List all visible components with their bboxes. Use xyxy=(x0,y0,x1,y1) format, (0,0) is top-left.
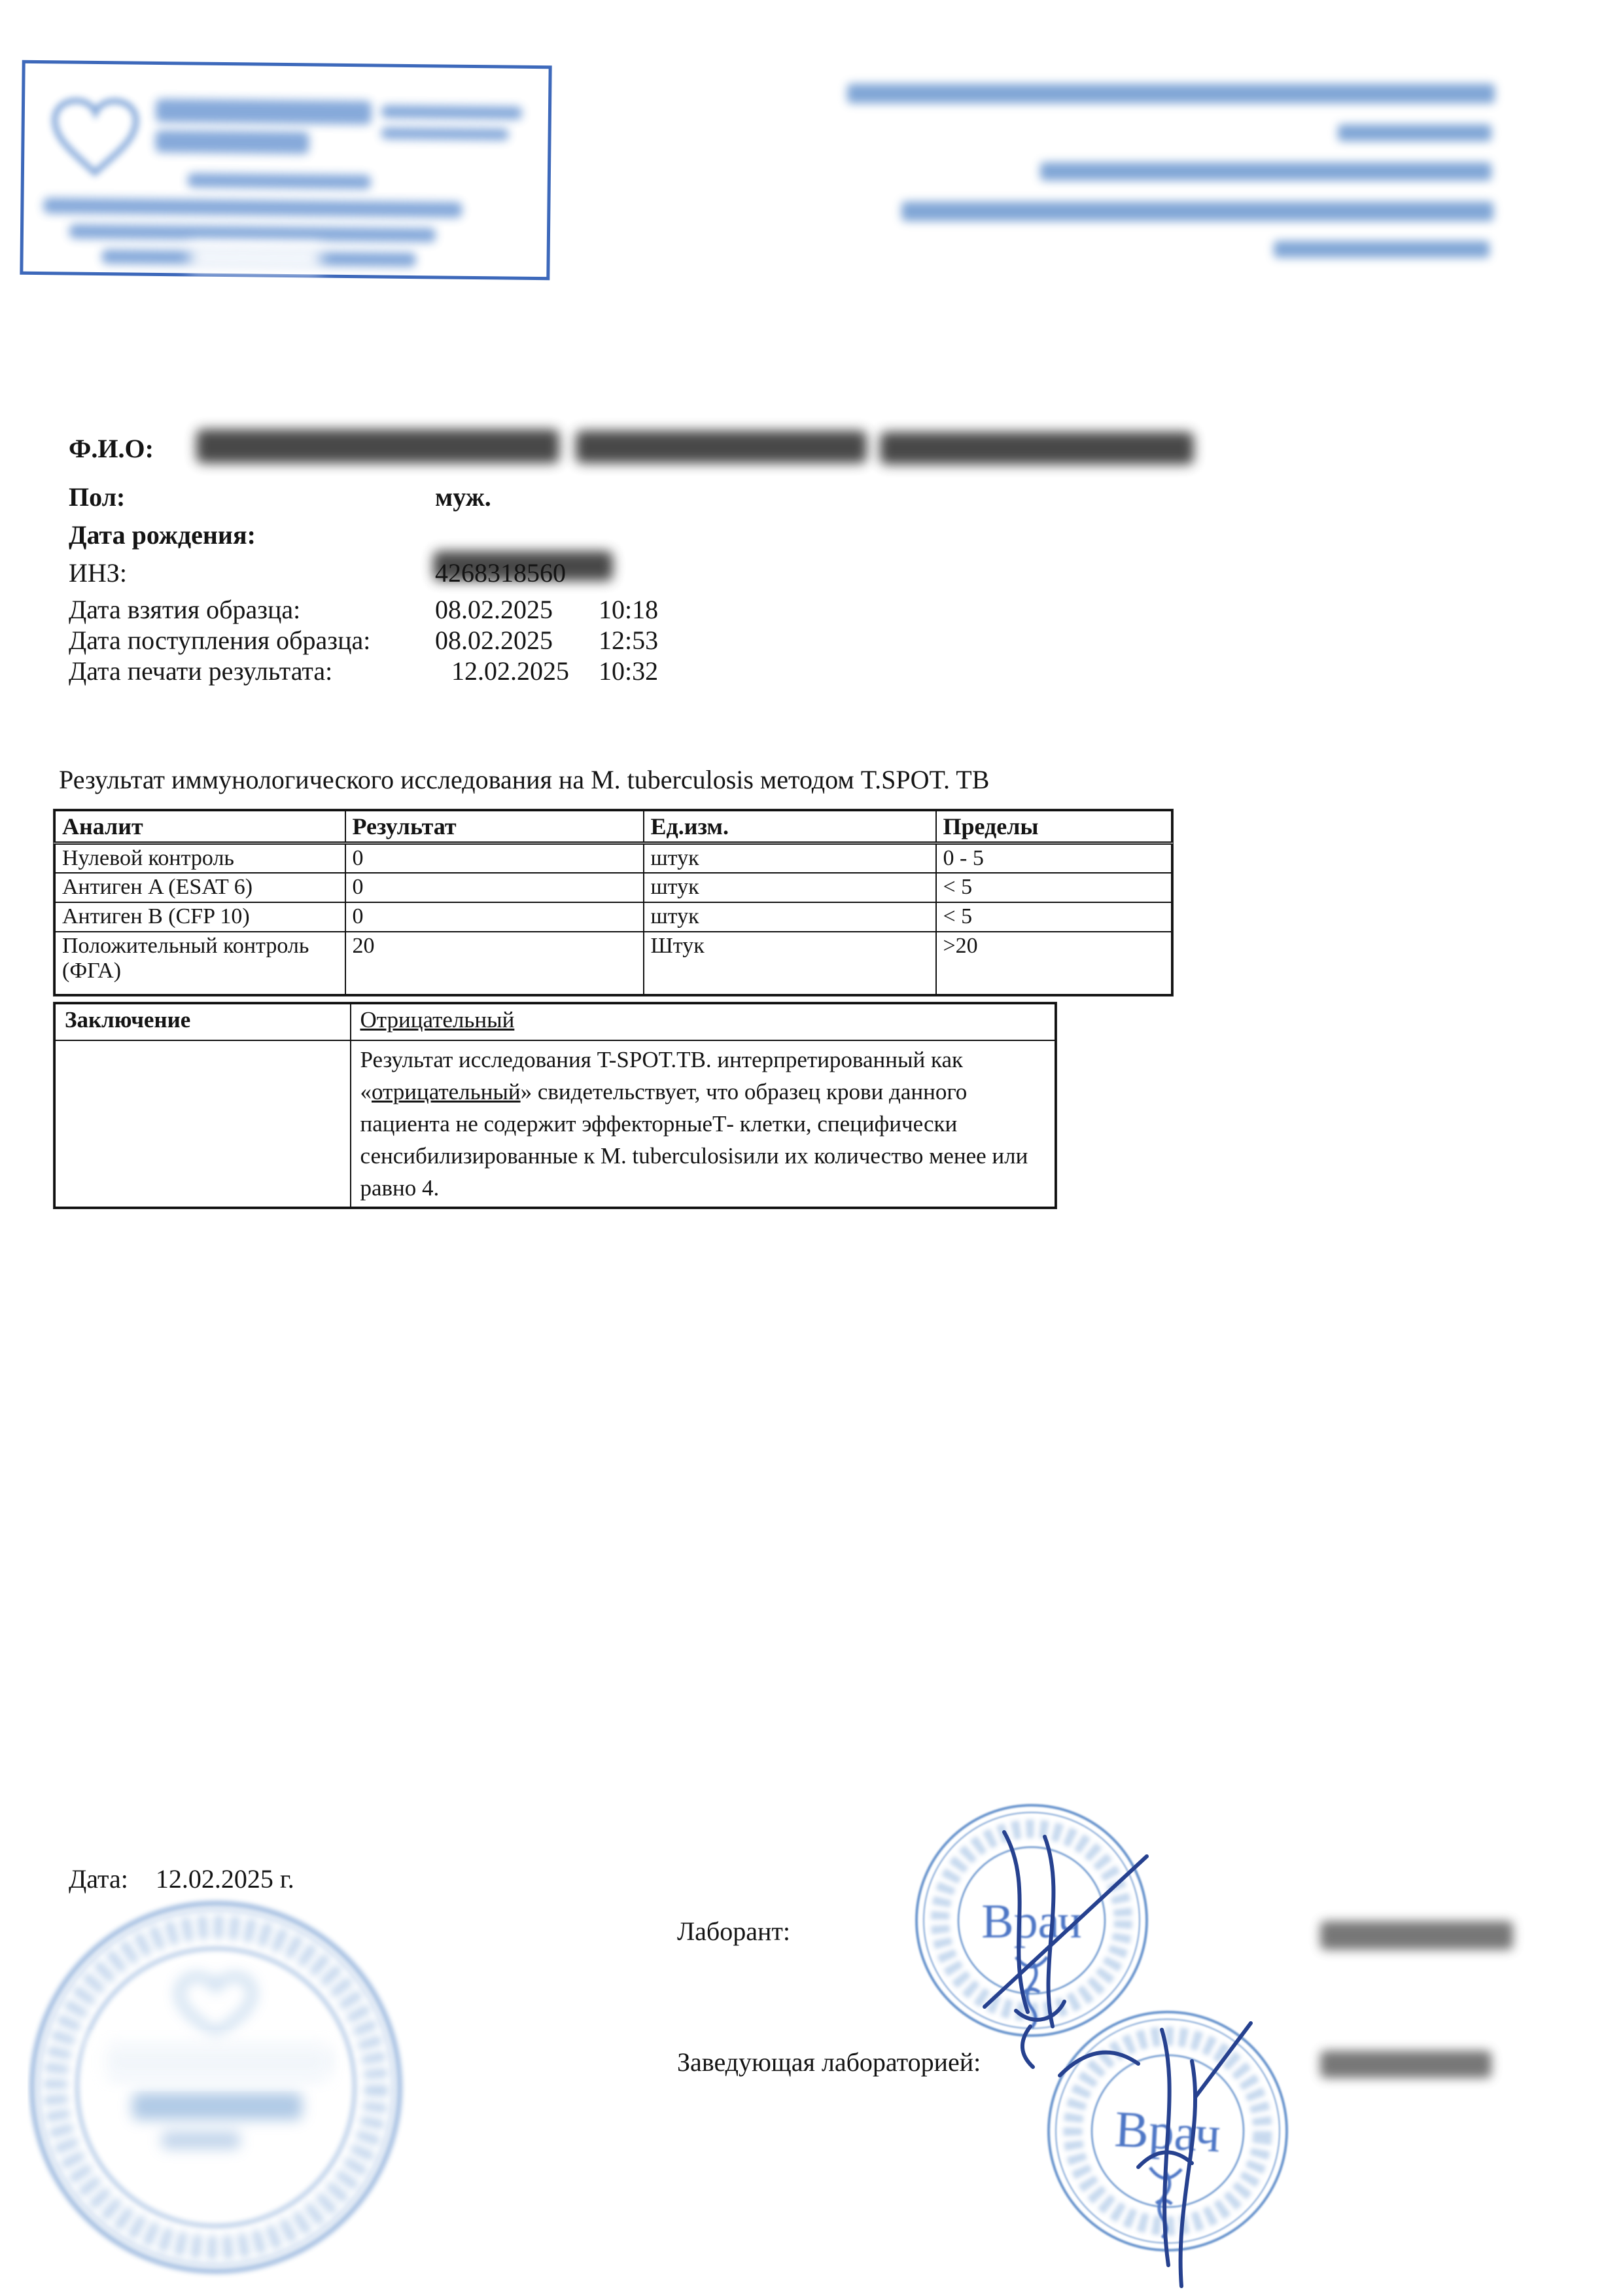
sample-received-date: 08.02.2025 xyxy=(435,626,553,655)
cell-limits: 0 - 5 xyxy=(936,843,1172,874)
table-header-row xyxy=(55,811,1172,843)
sample-taken-label: Дата взятия образца: xyxy=(69,595,301,624)
redacted-patient-name xyxy=(576,431,867,463)
redacted-head-of-lab-name xyxy=(1320,2051,1492,2078)
redacted-lab-assistant-name xyxy=(1320,1921,1513,1950)
sample-taken-row xyxy=(69,594,659,625)
redacted-stamp-text xyxy=(188,173,371,189)
signature-2 xyxy=(1060,2023,1251,2286)
seal-redaction-patch xyxy=(88,2035,335,2086)
patient-birth-row xyxy=(69,520,256,550)
conclusion-text-part2: » свидетельствует, что образец крови данного пациента не содержит эффекторныеТ- клетки, специфически сенсибилизированные к M. tuberculosisили их количество менее или равно 4. xyxy=(360,1078,1028,1201)
table-row xyxy=(55,902,1172,932)
col-result: Результат xyxy=(345,811,644,843)
cell-limits: >20 xyxy=(936,932,1172,995)
cell-result: 0 xyxy=(345,873,644,902)
footer-date xyxy=(69,1863,294,1894)
inz-value: 4268318560 xyxy=(435,558,566,588)
redacted-stamp-text xyxy=(155,130,309,154)
table-row xyxy=(55,932,1172,995)
cell-analyte: Нулевой контроль xyxy=(55,843,345,874)
sample-taken-time: 10:18 xyxy=(599,595,659,624)
table-row xyxy=(55,873,1172,902)
patient-fio-row xyxy=(69,433,154,464)
printed-time: 10:32 xyxy=(599,656,659,686)
cell-unit: Штук xyxy=(644,932,936,995)
patient-inz-row xyxy=(69,557,566,588)
table-row xyxy=(55,843,1172,874)
col-unit: Ед.изм. xyxy=(644,811,936,843)
fio-label: Ф.И.О: xyxy=(69,434,154,463)
redacted-stamp-text xyxy=(156,99,372,124)
sex-value: муж. xyxy=(435,482,491,512)
sample-received-time: 12:53 xyxy=(599,626,659,655)
doctor-stamp-text: Врач xyxy=(981,1895,1082,1949)
cell-limits: < 5 xyxy=(936,873,1172,902)
conclusion-text-keyword: отрицательный xyxy=(372,1078,521,1104)
cell-analyte: Антиген A (ESAT 6) xyxy=(55,873,345,902)
printed-date: 12.02.2025 xyxy=(451,656,569,686)
redacted-patient-name xyxy=(196,429,559,463)
doctor-stamp-2 xyxy=(1040,2004,1305,2296)
redacted-stamp-text xyxy=(381,105,522,120)
redacted-header-line xyxy=(901,202,1493,221)
redacted-stamp-text xyxy=(69,224,436,243)
sex-label: Пол: xyxy=(69,482,126,512)
col-limits: Пределы xyxy=(936,811,1172,843)
conclusion-header-row xyxy=(55,1004,1056,1040)
redacted-stamp-text xyxy=(43,198,462,218)
redacted-stamp-text xyxy=(381,128,509,141)
cell-unit: штук xyxy=(644,843,936,874)
cell-unit: штук xyxy=(644,873,936,902)
redacted-header-line xyxy=(1040,162,1492,181)
conclusion-table xyxy=(54,1002,1056,1209)
cell-limits: < 5 xyxy=(936,902,1172,932)
date-label: Дата: xyxy=(69,1864,128,1894)
cell-analyte: Положительный контроль (ФГА) xyxy=(55,932,345,995)
inz-label: ИНЗ: xyxy=(69,558,127,588)
cell-result: 20 xyxy=(345,932,644,995)
conclusion-body-row xyxy=(55,1040,1056,1208)
conclusion-text-part1: Результат исследования T-SPOT.TB. интерпретированный как « xyxy=(360,1046,964,1104)
results-title: Результат иммунологического исследования на M. tuberculosis методом T.SPOT. TB xyxy=(59,765,990,794)
clinic-logo-heart-icon xyxy=(43,86,148,185)
birth-label: Дата рождения: xyxy=(69,520,256,550)
cell-unit: штук xyxy=(644,902,936,932)
redaction-patch xyxy=(190,243,321,273)
seal-ring-text xyxy=(56,1927,376,2248)
cell-result: 0 xyxy=(345,902,644,932)
redacted-patient-name xyxy=(880,432,1194,465)
clinic-stamp xyxy=(20,60,551,280)
printed-row xyxy=(69,656,659,686)
printed-label: Дата печати результата: xyxy=(69,656,333,686)
col-analyte: Аналит xyxy=(55,811,345,843)
cell-analyte: Антиген B (CFP 10) xyxy=(55,902,345,932)
redacted-header-line xyxy=(1274,241,1490,258)
conclusion-text xyxy=(351,1040,1056,1208)
redacted-header-line xyxy=(847,84,1495,103)
sample-received-row xyxy=(69,625,659,656)
redacted-header-line xyxy=(1338,124,1492,141)
cell-result: 0 xyxy=(345,843,644,874)
head-of-lab-label: Заведующая лабораторией: xyxy=(677,2047,981,2077)
results-table xyxy=(54,809,1173,996)
round-clinic-seal xyxy=(27,1896,407,2279)
doctor-stamp-text: Врач xyxy=(1113,2100,1223,2163)
date-value: 12.02.2025 г. xyxy=(155,1864,294,1894)
sample-taken-date: 08.02.2025 xyxy=(435,595,553,624)
conclusion-label: Заключение xyxy=(55,1004,351,1040)
conclusion-empty-cell xyxy=(55,1040,351,1208)
patient-sex-row xyxy=(69,482,491,512)
lab-assistant-label: Лаборант: xyxy=(677,1916,790,1946)
sample-received-label: Дата поступления образца: xyxy=(69,626,371,655)
conclusion-result: Отрицательный xyxy=(351,1004,1056,1040)
